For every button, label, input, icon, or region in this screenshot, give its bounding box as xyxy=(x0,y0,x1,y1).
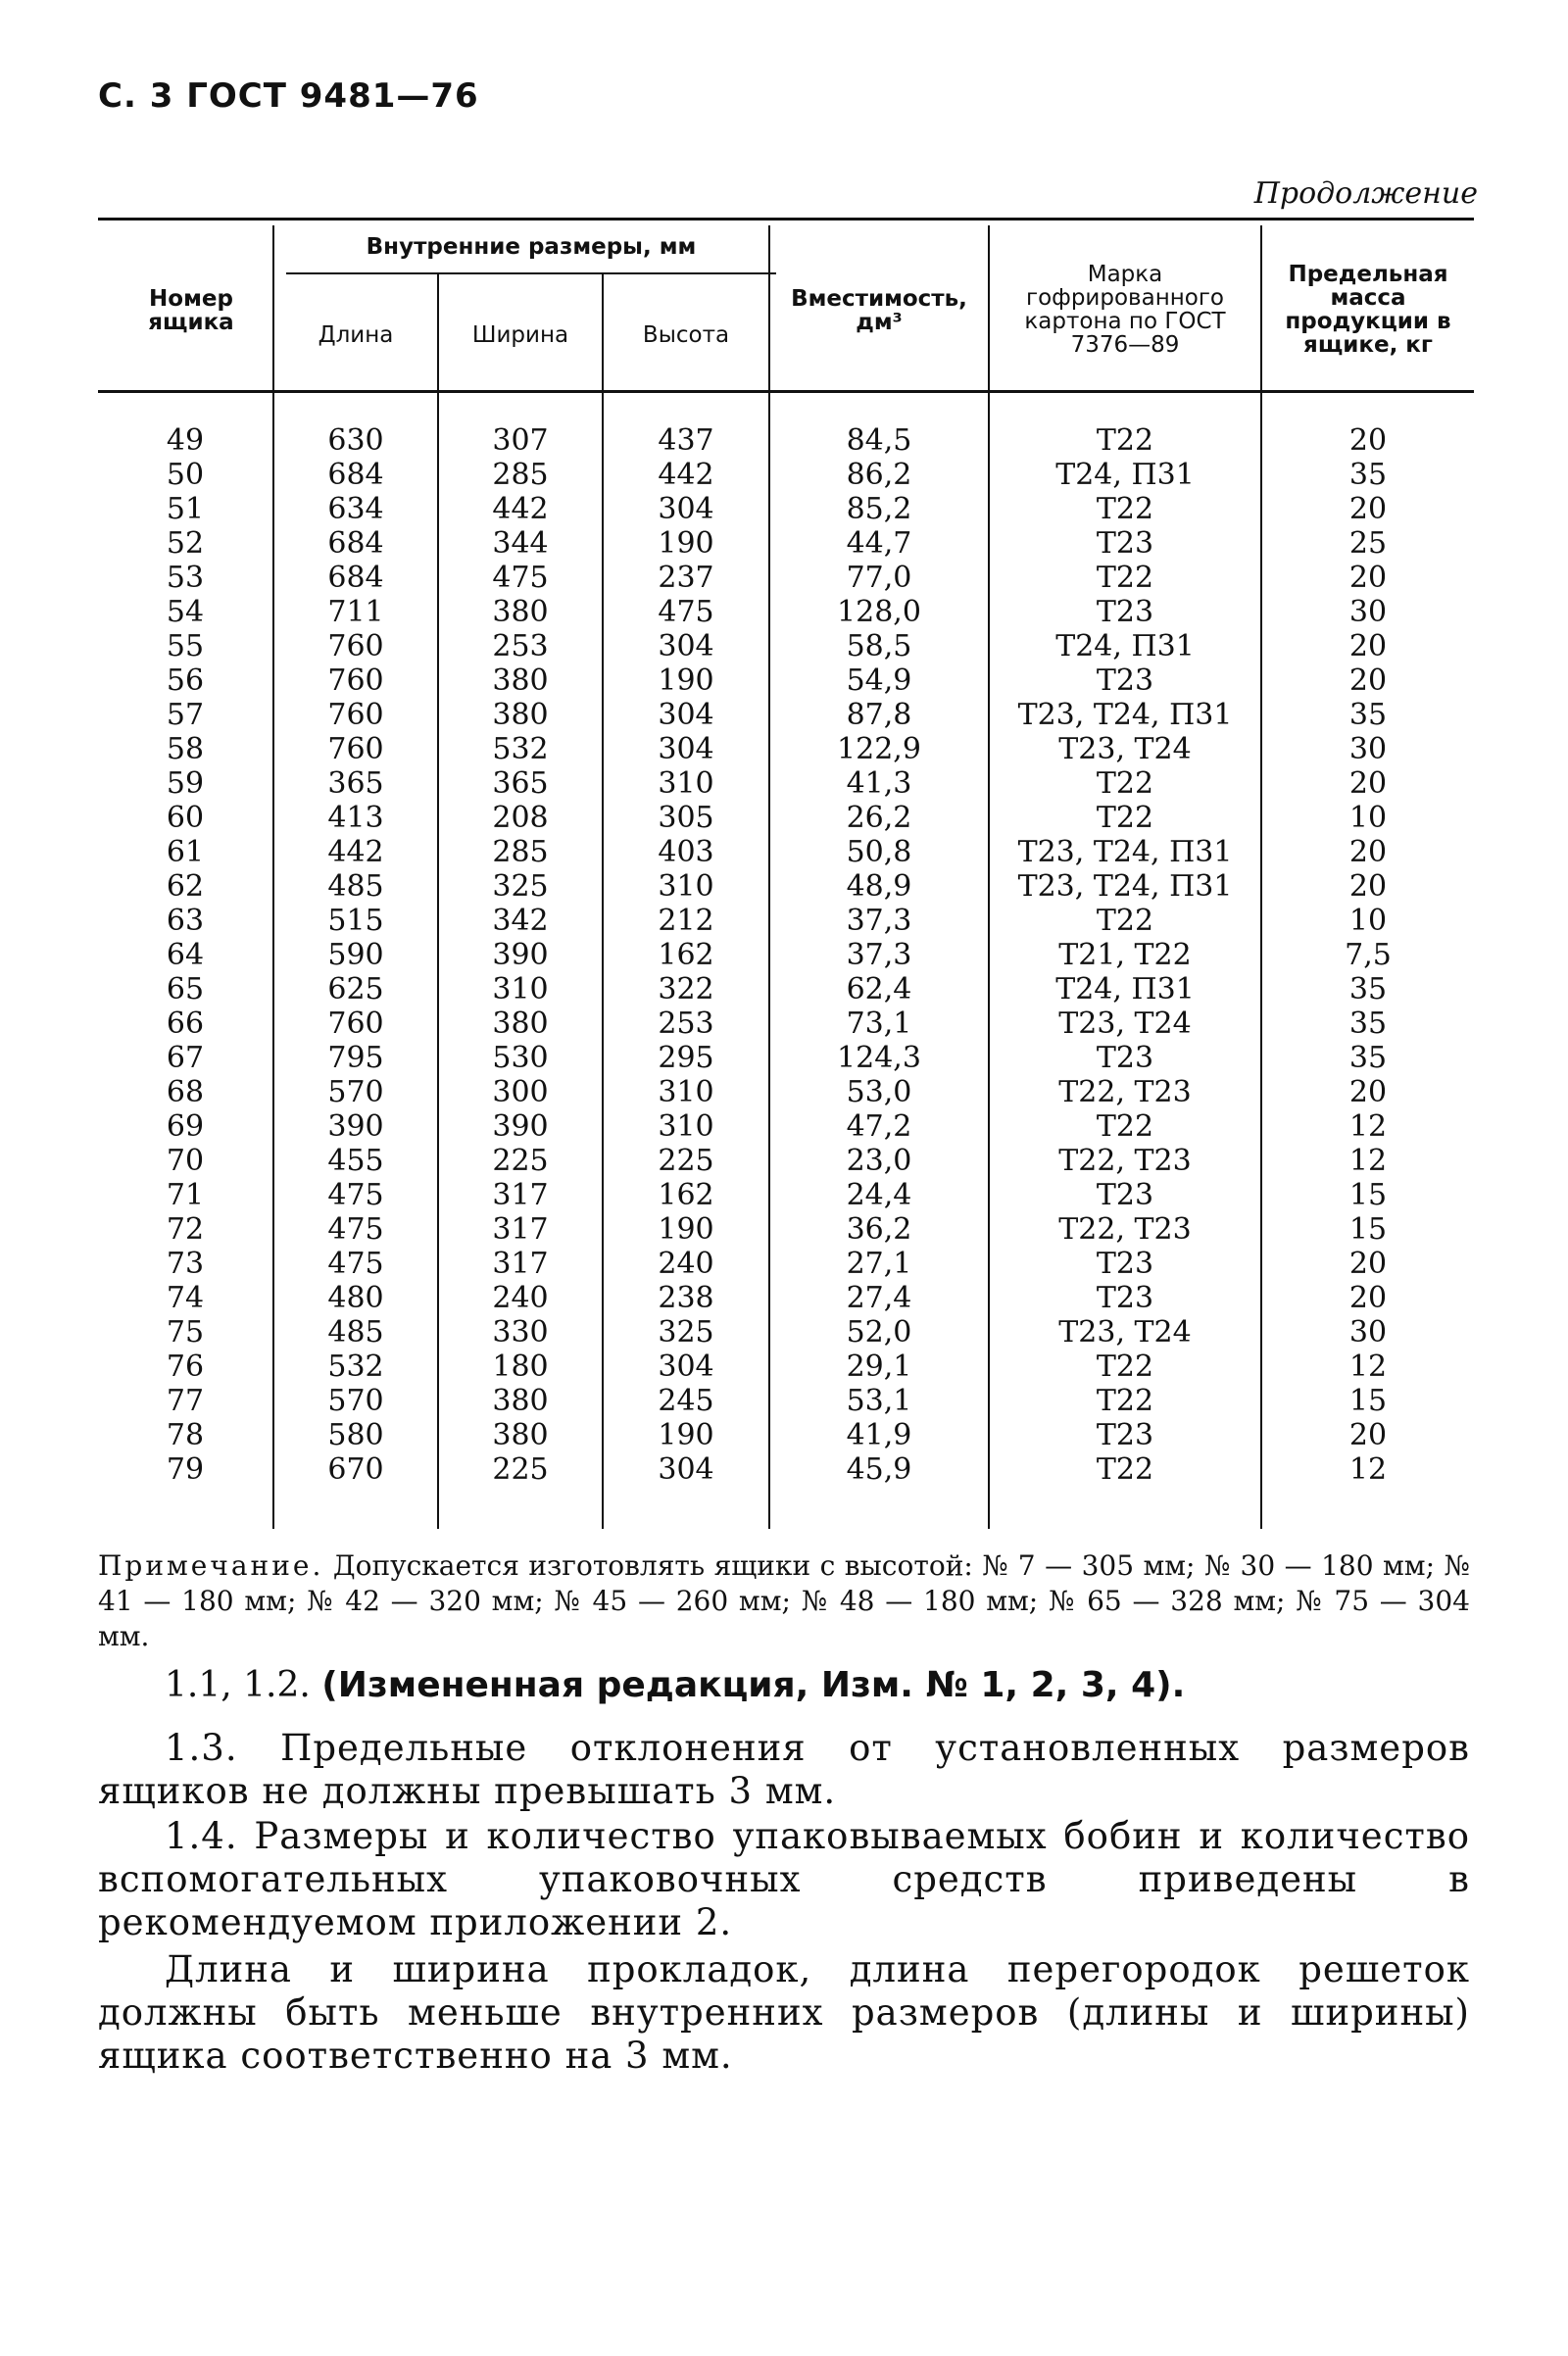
cell-height: 304 xyxy=(658,629,714,663)
cell-cardboard-grade: Т23, Т24, П31 xyxy=(1017,835,1233,869)
cell-cardboard-grade: Т24, П31 xyxy=(1055,458,1195,492)
cell-length: 684 xyxy=(327,561,384,595)
cell-width: 344 xyxy=(492,526,549,561)
cell-length: 760 xyxy=(327,629,384,663)
cell-box-number: 61 xyxy=(166,835,205,869)
cell-length: 480 xyxy=(327,1281,384,1315)
header-width: Ширина xyxy=(471,322,569,348)
cell-max-mass: 25 xyxy=(1348,526,1388,561)
table-row xyxy=(98,732,1474,766)
cell-width: 442 xyxy=(492,492,549,526)
table-note xyxy=(98,1548,1470,1654)
cell-box-number: 60 xyxy=(166,801,205,835)
paragraph-1-4 xyxy=(98,1815,1470,1944)
cell-capacity: 27,4 xyxy=(846,1281,912,1315)
cell-length: 760 xyxy=(327,698,384,732)
table-row xyxy=(98,1212,1474,1247)
cell-width: 330 xyxy=(492,1315,549,1350)
cell-length: 590 xyxy=(327,938,384,972)
cell-width: 390 xyxy=(492,938,549,972)
cell-width: 365 xyxy=(492,766,549,801)
table-row xyxy=(98,1178,1474,1212)
table-row xyxy=(98,629,1474,663)
table-row xyxy=(98,595,1474,629)
cell-width: 342 xyxy=(492,904,549,938)
cell-box-number: 68 xyxy=(166,1075,205,1109)
cell-width: 380 xyxy=(492,1006,549,1041)
cell-length: 570 xyxy=(327,1075,384,1109)
cell-cardboard-grade: Т22 xyxy=(1096,766,1154,801)
cell-height: 304 xyxy=(658,1452,714,1487)
cell-max-mass: 20 xyxy=(1348,629,1388,663)
cell-length: 760 xyxy=(327,663,384,698)
cell-width: 532 xyxy=(492,732,549,766)
cell-length: 475 xyxy=(327,1178,384,1212)
cell-capacity: 122,9 xyxy=(837,732,921,766)
table-row xyxy=(98,972,1474,1006)
cell-height: 190 xyxy=(658,1212,714,1247)
cell-cardboard-grade: Т24, П31 xyxy=(1055,629,1195,663)
cell-max-mass: 15 xyxy=(1348,1384,1388,1418)
cell-box-number: 78 xyxy=(166,1418,205,1452)
cell-height: 162 xyxy=(658,938,714,972)
cell-width: 285 xyxy=(492,835,549,869)
header-capacity: Вместимость, дм³ xyxy=(791,286,967,335)
cell-cardboard-grade: Т22 xyxy=(1096,1452,1154,1487)
cell-width: 285 xyxy=(492,458,549,492)
cell-cardboard-grade: Т23 xyxy=(1096,1418,1154,1452)
table-row xyxy=(98,698,1474,732)
cell-height: 237 xyxy=(658,561,714,595)
cell-max-mass: 20 xyxy=(1348,423,1388,458)
cell-height: 245 xyxy=(658,1384,714,1418)
note-text: Допускается изготовлять ящики с высотой: № 7 — 305 мм; № 30 — 180 мм; № 41 — 180 мм; № 42 — 320 мм; № 45 — 260 мм; № 48 — 180 мм; № 65 — 328 мм; № 75 — 304 мм. xyxy=(98,1549,1470,1652)
cell-cardboard-grade: Т22 xyxy=(1096,1384,1154,1418)
cell-capacity: 77,0 xyxy=(846,561,912,595)
cell-width: 317 xyxy=(492,1247,549,1281)
cell-length: 711 xyxy=(327,595,384,629)
cell-width: 300 xyxy=(492,1075,549,1109)
cell-height: 190 xyxy=(658,526,714,561)
table-row xyxy=(98,526,1474,561)
cell-cardboard-grade: Т23, Т24 xyxy=(1058,1315,1192,1350)
cell-max-mass: 35 xyxy=(1348,972,1388,1006)
cell-width: 530 xyxy=(492,1041,549,1075)
cell-length: 455 xyxy=(327,1144,384,1178)
cell-box-number: 52 xyxy=(166,526,205,561)
cell-capacity: 44,7 xyxy=(846,526,912,561)
cell-max-mass: 20 xyxy=(1348,1418,1388,1452)
cell-length: 795 xyxy=(327,1041,384,1075)
cell-cardboard-grade: Т22, Т23 xyxy=(1058,1144,1192,1178)
cell-max-mass: 20 xyxy=(1348,1075,1388,1109)
inner-dims-rule xyxy=(286,272,776,274)
cell-capacity: 73,1 xyxy=(846,1006,912,1041)
cell-box-number: 50 xyxy=(166,458,205,492)
cell-box-number: 62 xyxy=(166,869,205,904)
cell-box-number: 66 xyxy=(166,1006,205,1041)
cell-box-number: 59 xyxy=(166,766,205,801)
cell-cardboard-grade: Т23, Т24, П31 xyxy=(1017,869,1233,904)
header-cardboard-grade: Марка гофрированного картона по ГОСТ 7376—89 xyxy=(1024,262,1226,358)
cell-box-number: 72 xyxy=(166,1212,205,1247)
cell-width: 325 xyxy=(492,869,549,904)
cell-max-mass: 20 xyxy=(1348,835,1388,869)
cell-width: 225 xyxy=(492,1144,549,1178)
cell-height: 240 xyxy=(658,1247,714,1281)
header-length: Длина xyxy=(318,322,394,348)
cell-width: 390 xyxy=(492,1109,549,1144)
table-row xyxy=(98,561,1474,595)
cell-max-mass: 35 xyxy=(1348,698,1388,732)
cell-height: 225 xyxy=(658,1144,714,1178)
cell-cardboard-grade: Т24, П31 xyxy=(1055,972,1195,1006)
header-max-mass: Предельная масса продукции в ящике, кг xyxy=(1285,262,1451,358)
cell-width: 317 xyxy=(492,1178,549,1212)
paragraph-1-4-text: 1.4. Размеры и количество упаковываемых бобин и количество вспомогательных упаковочных средств приведены в рекомендуемом приложении 2. xyxy=(98,1815,1470,1943)
cell-height: 295 xyxy=(658,1041,714,1075)
cell-width: 307 xyxy=(492,423,549,458)
cell-max-mass: 30 xyxy=(1348,1315,1388,1350)
cell-capacity: 26,2 xyxy=(846,801,912,835)
cell-capacity: 41,3 xyxy=(846,766,912,801)
cell-box-number: 70 xyxy=(166,1144,205,1178)
cell-box-number: 71 xyxy=(166,1178,205,1212)
page-header: С. 3 ГОСТ 9481—76 xyxy=(98,76,479,116)
cell-capacity: 84,5 xyxy=(846,423,912,458)
cell-max-mass: 15 xyxy=(1348,1178,1388,1212)
cell-length: 485 xyxy=(327,1315,384,1350)
cell-cardboard-grade: Т22 xyxy=(1096,1109,1154,1144)
cell-height: 162 xyxy=(658,1178,714,1212)
cell-capacity: 23,0 xyxy=(846,1144,912,1178)
cell-box-number: 56 xyxy=(166,663,205,698)
cell-height: 304 xyxy=(658,732,714,766)
cell-box-number: 63 xyxy=(166,904,205,938)
cell-length: 634 xyxy=(327,492,384,526)
table-row xyxy=(98,1418,1474,1452)
cell-capacity: 52,0 xyxy=(846,1315,912,1350)
cell-capacity: 41,9 xyxy=(846,1418,912,1452)
amendment-text: (Измененная редакция, Изм. № 1, 2, 3, 4). xyxy=(321,1665,1186,1705)
cell-length: 760 xyxy=(327,1006,384,1041)
cell-max-mass: 10 xyxy=(1348,801,1388,835)
table-row xyxy=(98,663,1474,698)
cell-cardboard-grade: Т22 xyxy=(1096,801,1154,835)
table-row xyxy=(98,1281,1474,1315)
cell-height: 403 xyxy=(658,835,714,869)
cell-height: 212 xyxy=(658,904,714,938)
cell-cardboard-grade: Т23, Т24, П31 xyxy=(1017,698,1233,732)
cell-max-mass: 12 xyxy=(1348,1144,1388,1178)
cell-width: 380 xyxy=(492,663,549,698)
dimensions-table xyxy=(98,218,1474,1536)
table-row xyxy=(98,835,1474,869)
cell-length: 442 xyxy=(327,835,384,869)
cell-height: 310 xyxy=(658,869,714,904)
cell-max-mass: 20 xyxy=(1348,561,1388,595)
cell-capacity: 62,4 xyxy=(846,972,912,1006)
note-lead: Примечание. xyxy=(98,1549,324,1582)
cell-height: 310 xyxy=(658,1075,714,1109)
cell-length: 580 xyxy=(327,1418,384,1452)
cell-capacity: 27,1 xyxy=(846,1247,912,1281)
table-row xyxy=(98,938,1474,972)
table-row xyxy=(98,1041,1474,1075)
continuation-label: Продолжение xyxy=(1253,176,1478,211)
cell-cardboard-grade: Т22 xyxy=(1096,423,1154,458)
cell-length: 413 xyxy=(327,801,384,835)
cell-cardboard-grade: Т22, Т23 xyxy=(1058,1075,1192,1109)
cell-capacity: 86,2 xyxy=(846,458,912,492)
cell-width: 225 xyxy=(492,1452,549,1487)
cell-cardboard-grade: Т23 xyxy=(1096,1041,1154,1075)
table-row xyxy=(98,1452,1474,1487)
cell-width: 208 xyxy=(492,801,549,835)
cell-capacity: 37,3 xyxy=(846,938,912,972)
amendment-prefix: 1.1, 1.2. xyxy=(165,1665,311,1705)
cell-max-mass: 35 xyxy=(1348,1041,1388,1075)
cell-box-number: 76 xyxy=(166,1350,205,1384)
cell-width: 240 xyxy=(492,1281,549,1315)
table-header-rule xyxy=(98,390,1474,393)
cell-capacity: 53,1 xyxy=(846,1384,912,1418)
cell-box-number: 73 xyxy=(166,1247,205,1281)
cell-length: 485 xyxy=(327,869,384,904)
cell-capacity: 50,8 xyxy=(846,835,912,869)
cell-max-mass: 35 xyxy=(1348,1006,1388,1041)
cell-width: 380 xyxy=(492,1384,549,1418)
cell-box-number: 67 xyxy=(166,1041,205,1075)
table-row xyxy=(98,801,1474,835)
cell-length: 475 xyxy=(327,1247,384,1281)
cell-height: 253 xyxy=(658,1006,714,1041)
cell-cardboard-grade: Т21, Т22 xyxy=(1058,938,1192,972)
cell-height: 304 xyxy=(658,492,714,526)
cell-width: 475 xyxy=(492,561,549,595)
cell-height: 442 xyxy=(658,458,714,492)
cell-cardboard-grade: Т23 xyxy=(1096,595,1154,629)
cell-height: 190 xyxy=(658,1418,714,1452)
cell-box-number: 53 xyxy=(166,561,205,595)
cell-capacity: 53,0 xyxy=(846,1075,912,1109)
cell-length: 684 xyxy=(327,458,384,492)
table-row xyxy=(98,1350,1474,1384)
table-row xyxy=(98,1247,1474,1281)
cell-capacity: 37,3 xyxy=(846,904,912,938)
cell-capacity: 58,5 xyxy=(846,629,912,663)
cell-width: 380 xyxy=(492,698,549,732)
cell-length: 475 xyxy=(327,1212,384,1247)
cell-cardboard-grade: Т23 xyxy=(1096,1281,1154,1315)
cell-cardboard-grade: Т23 xyxy=(1096,1178,1154,1212)
cell-cardboard-grade: Т23, Т24 xyxy=(1058,1006,1192,1041)
cell-width: 380 xyxy=(492,1418,549,1452)
cell-width: 317 xyxy=(492,1212,549,1247)
cell-box-number: 79 xyxy=(166,1452,205,1487)
cell-box-number: 57 xyxy=(166,698,205,732)
cell-box-number: 55 xyxy=(166,629,205,663)
cell-capacity: 124,3 xyxy=(837,1041,921,1075)
cell-cardboard-grade: Т23 xyxy=(1096,526,1154,561)
table-row xyxy=(98,869,1474,904)
cell-height: 310 xyxy=(658,1109,714,1144)
cell-max-mass: 7,5 xyxy=(1345,938,1392,972)
cell-max-mass: 30 xyxy=(1348,732,1388,766)
cell-height: 305 xyxy=(658,801,714,835)
cell-max-mass: 12 xyxy=(1348,1452,1388,1487)
amendment-line xyxy=(165,1664,1185,1707)
cell-width: 180 xyxy=(492,1350,549,1384)
cell-length: 390 xyxy=(327,1109,384,1144)
cell-capacity: 87,8 xyxy=(846,698,912,732)
cell-height: 437 xyxy=(658,423,714,458)
cell-box-number: 64 xyxy=(166,938,205,972)
cell-length: 684 xyxy=(327,526,384,561)
cell-box-number: 75 xyxy=(166,1315,205,1350)
paragraph-spacers xyxy=(98,1948,1470,2078)
header-inner-dims: Внутренние размеры, мм xyxy=(366,234,697,260)
cell-height: 325 xyxy=(658,1315,714,1350)
cell-box-number: 58 xyxy=(166,732,205,766)
cell-box-number: 54 xyxy=(166,595,205,629)
cell-capacity: 45,9 xyxy=(846,1452,912,1487)
cell-capacity: 24,4 xyxy=(846,1178,912,1212)
cell-max-mass: 10 xyxy=(1348,904,1388,938)
table-row xyxy=(98,1144,1474,1178)
cell-length: 630 xyxy=(327,423,384,458)
cell-capacity: 47,2 xyxy=(846,1109,912,1144)
header-height: Высота xyxy=(642,322,730,348)
table-top-rule xyxy=(98,218,1474,221)
cell-height: 238 xyxy=(658,1281,714,1315)
cell-max-mass: 20 xyxy=(1348,1247,1388,1281)
cell-box-number: 51 xyxy=(166,492,205,526)
cell-height: 310 xyxy=(658,766,714,801)
cell-height: 304 xyxy=(658,698,714,732)
cell-max-mass: 35 xyxy=(1348,458,1388,492)
cell-max-mass: 20 xyxy=(1348,1281,1388,1315)
table-row xyxy=(98,423,1474,458)
cell-cardboard-grade: Т22, Т23 xyxy=(1058,1212,1192,1247)
table-row xyxy=(98,458,1474,492)
cell-cardboard-grade: Т23, Т24 xyxy=(1058,732,1192,766)
table-body xyxy=(98,423,1474,1487)
cell-height: 322 xyxy=(658,972,714,1006)
header-box-number: Номер ящика xyxy=(148,286,234,335)
cell-width: 310 xyxy=(492,972,549,1006)
cell-max-mass: 12 xyxy=(1348,1109,1388,1144)
paragraph-1-3-text: 1.3. Предельные отклонения от установленных размеров ящиков не должны превышать 3 мм. xyxy=(98,1727,1470,1812)
cell-box-number: 69 xyxy=(166,1109,205,1144)
cell-height: 304 xyxy=(658,1350,714,1384)
cell-length: 365 xyxy=(327,766,384,801)
cell-max-mass: 12 xyxy=(1348,1350,1388,1384)
cell-box-number: 77 xyxy=(166,1384,205,1418)
table-row xyxy=(98,1075,1474,1109)
cell-max-mass: 20 xyxy=(1348,766,1388,801)
cell-max-mass: 20 xyxy=(1348,663,1388,698)
paragraph-spacers-text: Длина и ширина прокладок, длина перегородок решеток должны быть меньше внутренних размеров (длины и ширины) ящика соответственно на 3 мм. xyxy=(98,1948,1470,2077)
table-row xyxy=(98,1006,1474,1041)
cell-max-mass: 20 xyxy=(1348,869,1388,904)
cell-length: 670 xyxy=(327,1452,384,1487)
table-row xyxy=(98,492,1474,526)
cell-length: 532 xyxy=(327,1350,384,1384)
table-row xyxy=(98,904,1474,938)
table-row xyxy=(98,1109,1474,1144)
cell-length: 760 xyxy=(327,732,384,766)
cell-box-number: 49 xyxy=(166,423,205,458)
cell-length: 515 xyxy=(327,904,384,938)
cell-cardboard-grade: Т22 xyxy=(1096,561,1154,595)
table-row xyxy=(98,766,1474,801)
cell-cardboard-grade: Т22 xyxy=(1096,904,1154,938)
cell-capacity: 128,0 xyxy=(837,595,921,629)
cell-capacity: 85,2 xyxy=(846,492,912,526)
cell-cardboard-grade: Т22 xyxy=(1096,492,1154,526)
cell-length: 570 xyxy=(327,1384,384,1418)
cell-length: 625 xyxy=(327,972,384,1006)
cell-max-mass: 30 xyxy=(1348,595,1388,629)
table-row xyxy=(98,1384,1474,1418)
cell-box-number: 65 xyxy=(166,972,205,1006)
cell-width: 253 xyxy=(492,629,549,663)
cell-width: 380 xyxy=(492,595,549,629)
cell-capacity: 36,2 xyxy=(846,1212,912,1247)
cell-cardboard-grade: Т23 xyxy=(1096,663,1154,698)
cell-height: 190 xyxy=(658,663,714,698)
cell-capacity: 29,1 xyxy=(846,1350,912,1384)
cell-cardboard-grade: Т23 xyxy=(1096,1247,1154,1281)
cell-capacity: 54,9 xyxy=(846,663,912,698)
table-row xyxy=(98,1315,1474,1350)
paragraph-1-3 xyxy=(98,1727,1470,1813)
cell-box-number: 74 xyxy=(166,1281,205,1315)
cell-max-mass: 20 xyxy=(1348,492,1388,526)
cell-height: 475 xyxy=(658,595,714,629)
cell-max-mass: 15 xyxy=(1348,1212,1388,1247)
cell-cardboard-grade: Т22 xyxy=(1096,1350,1154,1384)
cell-capacity: 48,9 xyxy=(846,869,912,904)
